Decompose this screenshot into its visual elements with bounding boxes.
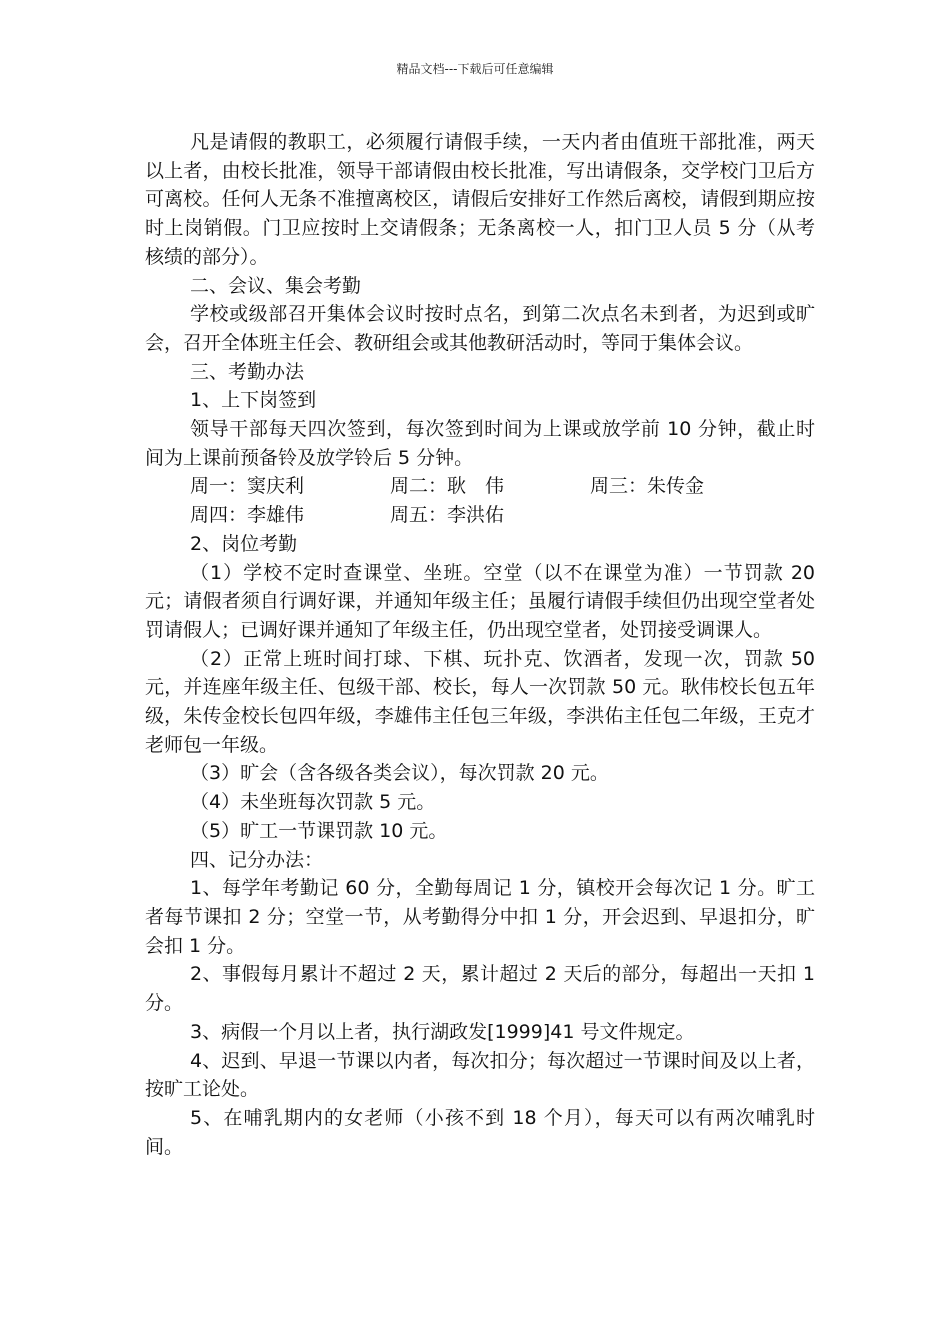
schedule-row-1: [145, 472, 815, 501]
heading-meeting-attendance: 二、会议、集会考勤: [190, 274, 362, 297]
rule-item-5: （5）旷工一节课罚款 10 元。: [190, 819, 448, 842]
heading-attendance-methods: 三、考勤办法: [190, 360, 305, 383]
scoring-item-2: 2、事假每月累计不超过 2 天，累计超过 2 天后的部分，每超出一天扣 1 分。: [145, 963, 815, 1015]
paragraph-meeting-rules: 学校或级部召开集体会议时按时点名，到第二次点名未到者，为迟到或旷会，召开全体班主任会、教研组会或其他教研活动时，等同于集体会议。: [145, 303, 815, 354]
rule-item-3: （3）旷会（含各级各类会议），每次罚款 20 元。: [190, 762, 609, 785]
schedule-friday: 周五：李洪佑: [390, 504, 505, 527]
scoring-item-5: 5、在哺乳期内的女老师（小孩不到 18 个月），每天可以有两次哺乳时间。: [145, 1106, 815, 1158]
document-body: [145, 128, 815, 1161]
rule-item-2: （2）正常上班时间打球、下棋、玩扑克、饮酒者，发现一次，罚款 50 元，并连座年级主任、包级干部、校长，每人一次罚款 50 元。耿伟校长包五年级，朱传金校长包四年级，李雄伟主任包三年级，李洪佑主任包二年级，王克才老师包一年级。: [145, 647, 815, 756]
rule-item-4: （4）未坐班每次罚款 5 元。: [190, 791, 436, 814]
schedule-wednesday: 周三：朱传金: [590, 475, 705, 498]
page-header: 精品文档---下载后可任意编辑: [396, 62, 554, 76]
scoring-item-3: 3、病假一个月以上者，执行湖政发[1999]41 号文件规定。: [190, 1020, 695, 1043]
scoring-item-1: 1、每学年考勤记 60 分，全勤每周记 1 分，镇校开会每次记 1 分。旷工者每节课扣 2 分；空堂一节，从考勤得分中扣 1 分，开会迟到、早退扣分，旷会扣 1 分。: [145, 877, 815, 957]
subheading-post-attendance: 2、岗位考勤: [190, 532, 298, 555]
scoring-item-4: 4、迟到、早退一节课以内者，每次扣分；每次超过一节课时间及以上者，按旷工论处。: [145, 1049, 815, 1101]
rule-item-1: （1）学校不定时查课堂、坐班。空堂（以不在课堂为准）一节罚款 20 元；请假者须自行调好课，并通知年级主任；虽履行请假手续但仍出现空堂者处罚请假人；已调好课并通知了年级主任，仍出现空堂者，处罚接受调课人。: [145, 561, 815, 641]
schedule-row-2: [145, 501, 815, 530]
schedule-monday: 周一：窦庆利: [190, 475, 305, 498]
schedule-thursday: 周四：李雄伟: [190, 504, 305, 527]
schedule-tuesday: 周二：耿 伟: [390, 475, 505, 498]
subheading-sign-in: 1、上下岗签到: [190, 389, 317, 412]
paragraph-leave-rules: 凡是请假的教职工，必须履行请假手续，一天内者由值班干部批准，两天以上者，由校长批准，领导干部请假由校长批准，写出请假条，交学校门卫后方可离校。任何人无条不准擅离校区，请假后安排好工作然后离校，请假到期应按时上岗销假。门卫应按时上交请假条；无条离校一人，扣门卫人员 5 分（从考核绩的部分）。: [145, 131, 815, 268]
paragraph-sign-in-rules: 领导干部每天四次签到，每次签到时间为上课或放学前 10 分钟，截止时间为上课前预备铃及放学铃后 5 分钟。: [145, 418, 815, 469]
heading-scoring-methods: 四、记分办法：: [190, 848, 324, 871]
